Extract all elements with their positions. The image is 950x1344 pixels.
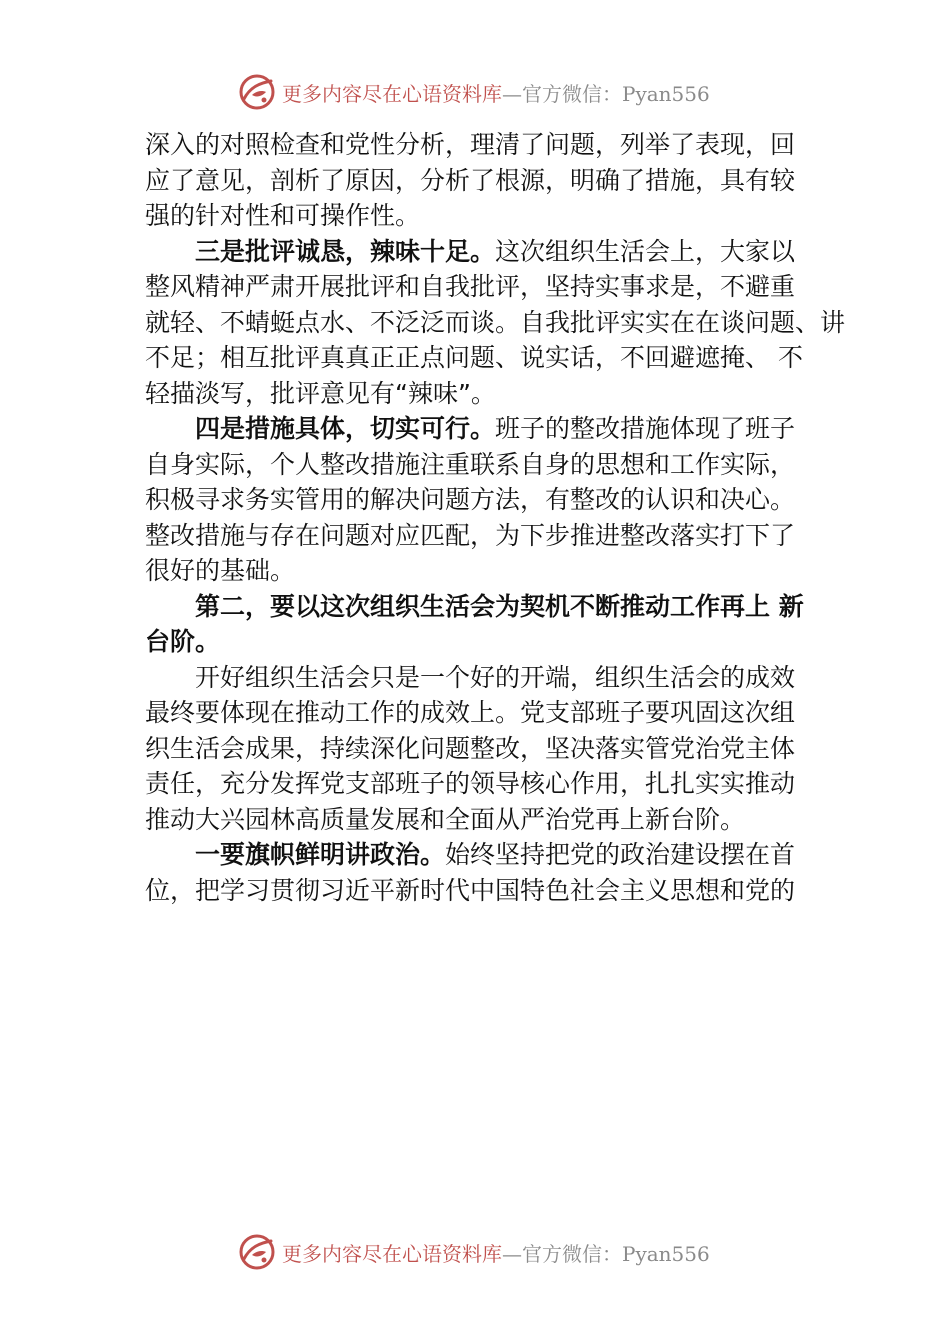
body-line: 责任，充分发挥党支部班子的领导核心作用，扎扎实实推动 [145,769,796,798]
watermark-wechat-label: 官方微信： [522,81,622,106]
body-line: 织生活会成果，持续深化问题整改，坚决落实管党治党主体 [145,733,796,763]
body-line: 自身实际，个人整改措施注重联系自身的思想和工作实际， [145,449,796,479]
body-line: 强的针对性和可操作性。 [145,201,421,230]
body-line: 深入的对照检查和党性分析，理清了问题，列举了表现，回 [145,130,796,159]
watermark-wechat-id: Pyan556 [622,81,710,106]
body-line: 轻描淡写，批评意见有“辣味”。 [145,378,496,408]
watermark-text [282,78,710,107]
body-line: 积极寻求务实管用的解决问题方法，有整改的认识和决心。 [145,485,796,514]
watermark-wechat-id: Pyan556 [622,1241,710,1266]
body-line: 很好的基础。 [145,556,296,585]
watermark-banner-top [238,72,738,112]
section-heading-line-2: 台阶。 [145,627,221,656]
body-line: 整改措施与存在问题对应匹配，为下步推进整改落实打下了 [145,520,796,550]
paragraph-three-first-line [145,234,825,270]
body-line: 位，把学习贯彻习近平新时代中国特色社会主义思想和党的 [145,875,796,905]
watermark-site: 更多内容尽在心语资料库 [282,1241,502,1266]
watermark-text [282,1238,710,1267]
body-line: 不足；相互批评真真正正点问题、说实话，不回避遮掩、 不 [145,343,803,372]
logo-icon [238,1233,276,1271]
body-line: 最终要体现在推动工作的成效上。党支部班子要巩固这次组 [145,698,796,727]
watermark-wechat-label: 官方微信： [522,1241,622,1266]
paragraph-four-first-line [145,411,825,447]
body-line: 整风精神严肃开展批评和自我批评，坚持实事求是，不避重 [145,272,796,301]
watermark-dash: — [502,81,522,106]
body-line: 应了意见，剖析了原因，分析了根源，明确了措施，具有较 [145,165,796,195]
body-line: 就轻、不蜻蜓点水、不泛泛而谈。自我批评实实在在谈问题、讲 [145,307,846,337]
paragraph-text: 这次组织生活会上，大家以 [495,236,796,266]
watermark-site: 更多内容尽在心语资料库 [282,81,502,106]
watermark-dash: — [502,1241,522,1266]
paragraph-text: 班子的整改措施体现了班子 [495,414,796,443]
watermark-banner-bottom [238,1232,738,1272]
body-line: 开好组织生活会只是一个好的开端，组织生活会的成效 [195,662,796,692]
paragraph-heading: 三是批评诚恳，辣味十足。 [195,236,496,266]
paragraph-heading: 四是措施具体，切实可行。 [195,414,496,443]
section-heading-line-1: 第二，要以这次组织生活会为契机不断推动工作再上 新 [195,591,804,621]
logo-icon [238,73,276,111]
document-body [145,127,846,908]
paragraph-heading: 一要旗帜鲜明讲政治。 [195,840,446,869]
paragraph-text: 始终坚持把党的政治建设摆在首 [445,840,796,869]
body-line: 推动大兴园林高质量发展和全面从严治党再上新台阶。 [145,804,746,834]
paragraph-five-first-line [145,837,825,873]
